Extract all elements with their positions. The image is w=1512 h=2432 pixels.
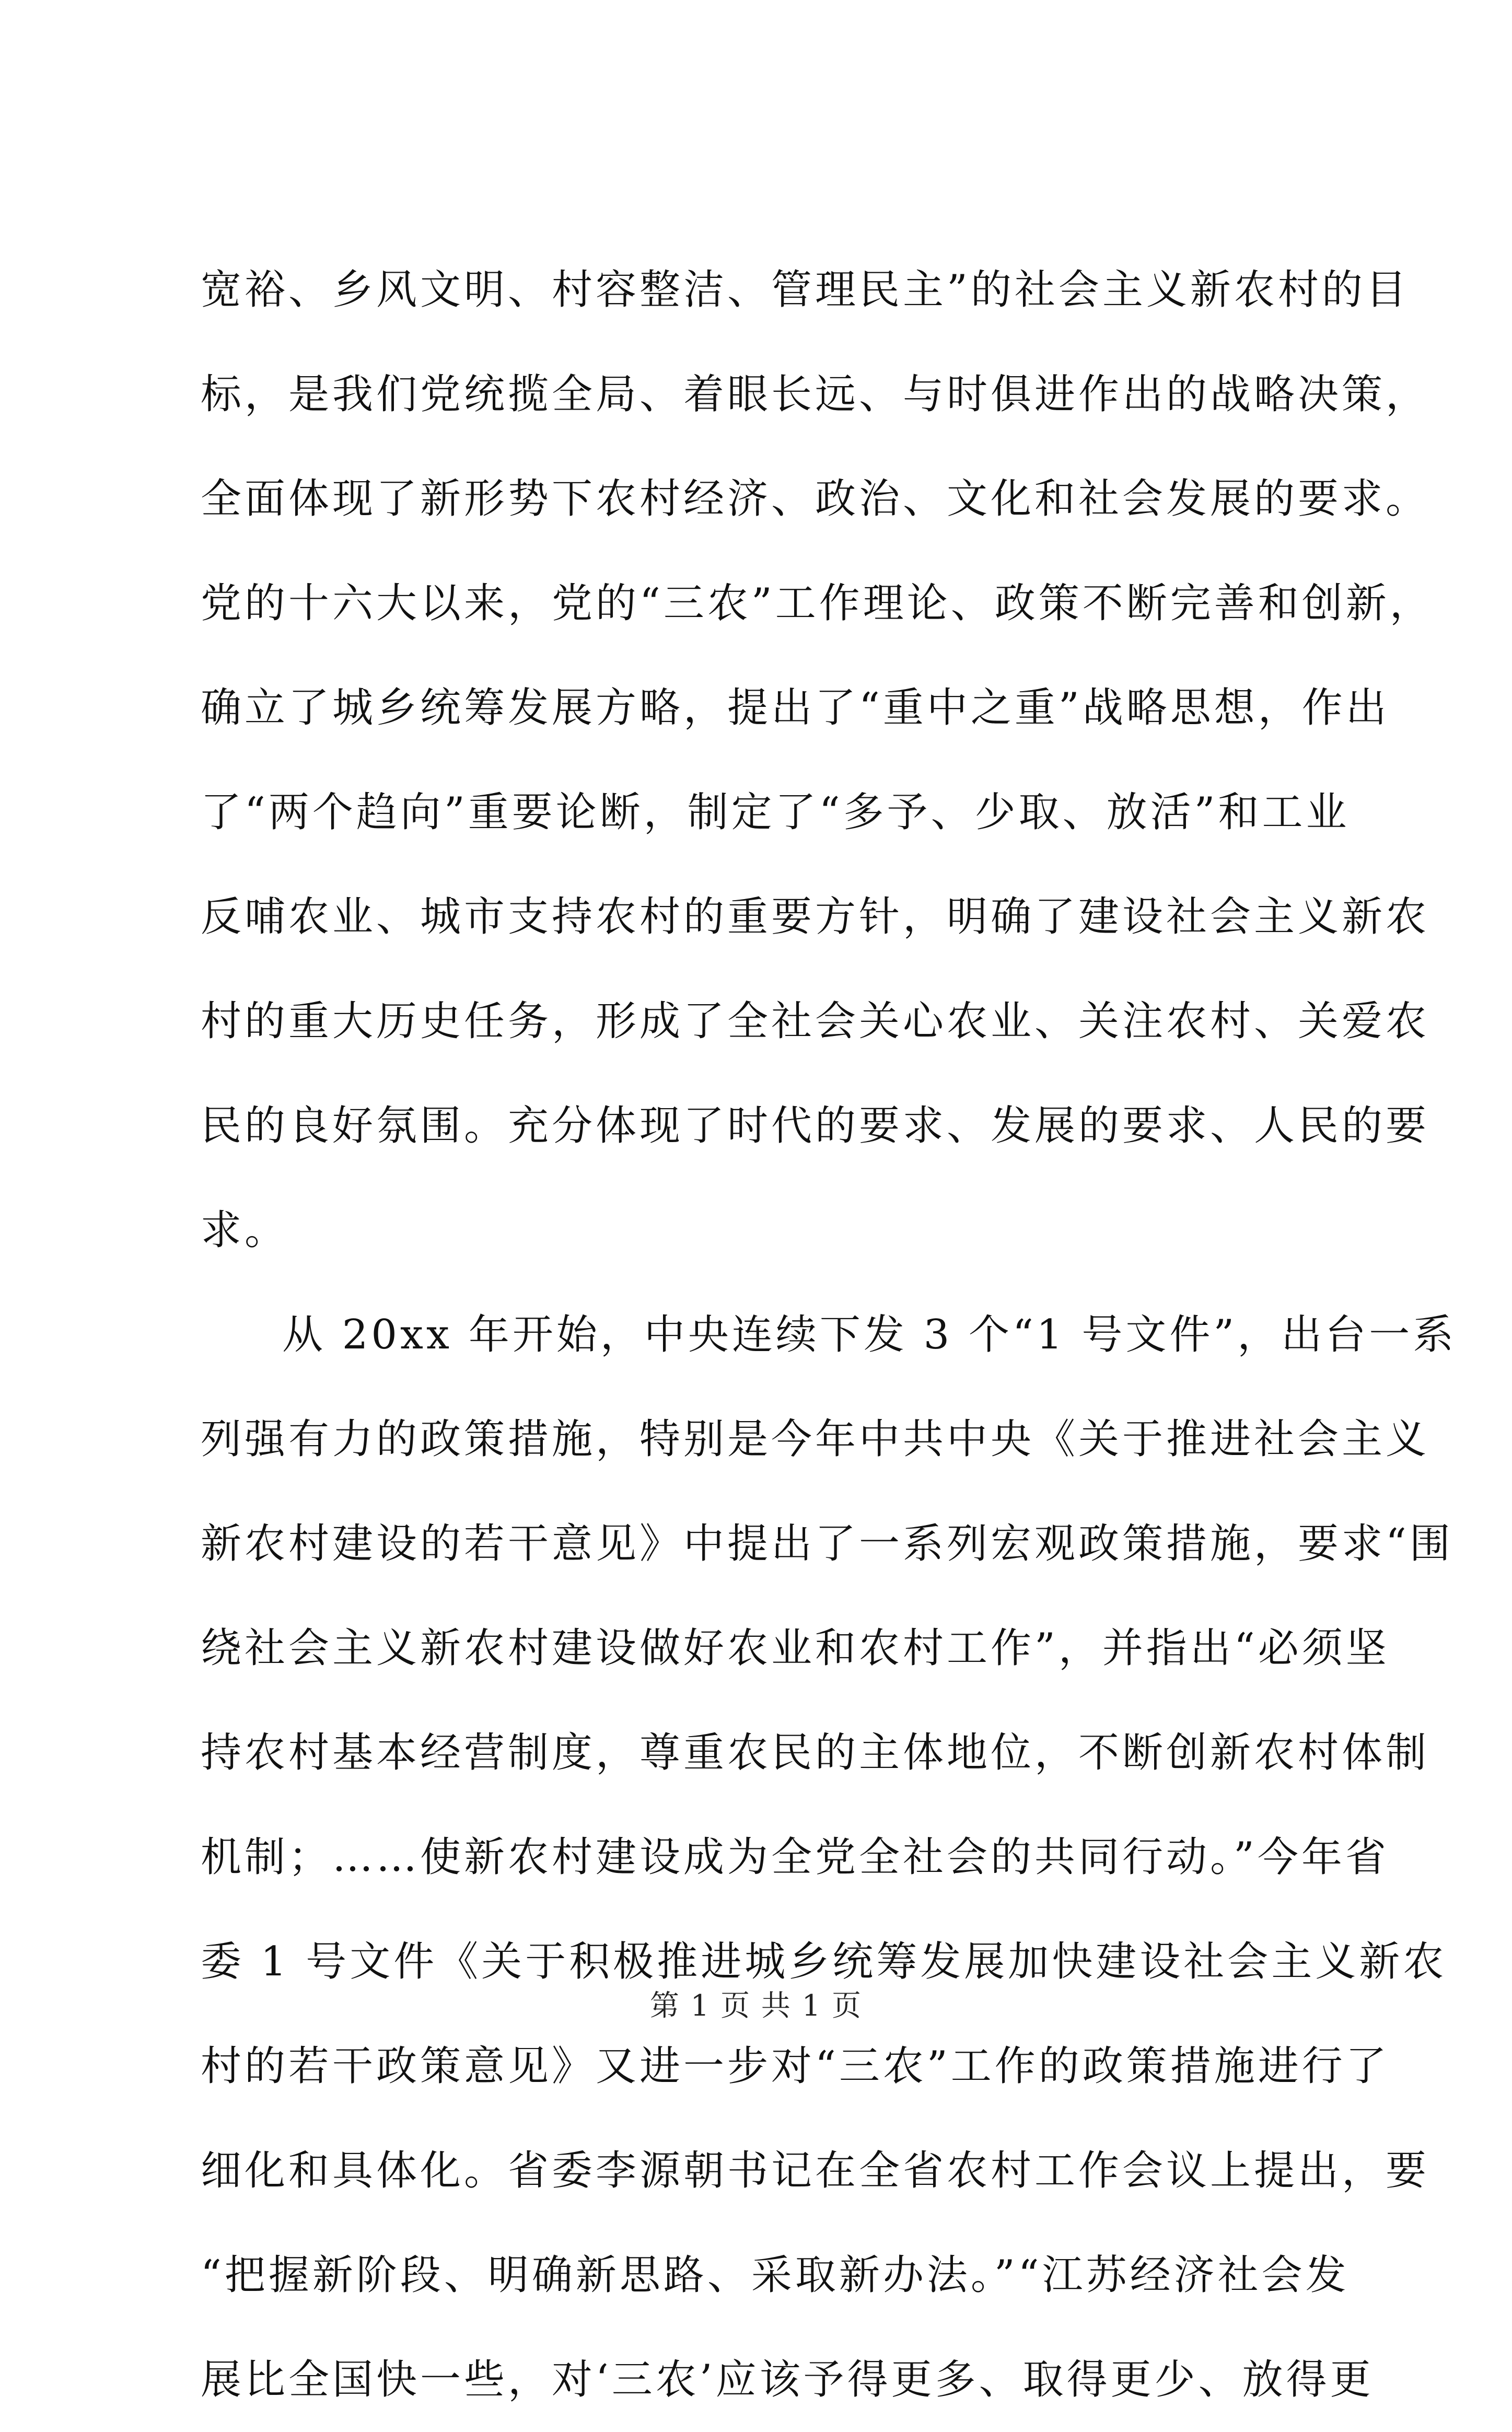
text-line: 绕社会主义新农村建设做好农业和农村工作”，并指出“必须坚 <box>201 1625 1390 1672</box>
text-line: 展比全国快一些，对‘三农’应该予得更多、取得更少、放得更 <box>201 2356 1374 2403</box>
text-line: 全面体现了新形势下农村经济、政治、文化和社会发展的要求。 <box>201 475 1430 522</box>
text-line: 宽裕、乡风文明、村容整洁、管理民主”的社会主义新农村的目 <box>201 266 1410 313</box>
page-number: 第 1 页 共 1 页 <box>649 1989 863 2023</box>
text-line: 标，是我们党统揽全局、着眼长远、与时俱进作出的战略决策， <box>201 371 1430 418</box>
text-line: 求。 <box>201 1207 289 1254</box>
text-line: 了“两个趋向”重要论断，制定了“多予、少取、放活”和工业 <box>201 789 1350 836</box>
text-line: 村的若干政策意见》又进一步对“三农”工作的政策措施进行了 <box>201 2043 1390 2090</box>
body-text <box>201 238 1457 2432</box>
text-line: 反哺农业、城市支持农村的重要方针，明确了建设社会主义新农 <box>201 893 1430 940</box>
page-footer <box>0 1985 1512 2027</box>
text-line: 机制；……使新农村建设成为全党全社会的共同行动。”今年省 <box>201 1834 1389 1881</box>
paragraph-first-line: 从 20xx 年开始，中央连续下发 3 个“1 号文件”，出台一系 <box>282 1311 1457 1358</box>
text-line: 新农村建设的若干意见》中提出了一系列宏观政策措施，要求“围 <box>201 1520 1453 1567</box>
text-line: “把握新阶段、明确新思路、采取新办法。”“江苏经济社会发 <box>201 2252 1350 2299</box>
text-line: 党的十六大以来，党的“三农”工作理论、政策不断完善和创新， <box>201 580 1434 627</box>
text-line: 细化和具体化。省委李源朝书记在全省农村工作会议上提出，要 <box>201 2147 1430 2194</box>
text-line: 持农村基本经营制度，尊重农民的主体地位，不断创新农村体制 <box>201 1729 1430 1776</box>
text-line: 民的良好氛围。充分体现了时代的要求、发展的要求、人民的要 <box>201 1102 1430 1149</box>
text-line: 列强有力的政策措施，特别是今年中共中央《关于推进社会主义 <box>201 1416 1430 1463</box>
text-line: 村的重大历史任务，形成了全社会关心农业、关注农村、关爱农 <box>201 998 1430 1045</box>
text-line: 委 1 号文件《关于积极推进城乡统筹发展加快建设社会主义新农 <box>201 1938 1447 1985</box>
text-line: 确立了城乡统筹发展方略，提出了“重中之重”战略思想，作出 <box>201 684 1390 731</box>
